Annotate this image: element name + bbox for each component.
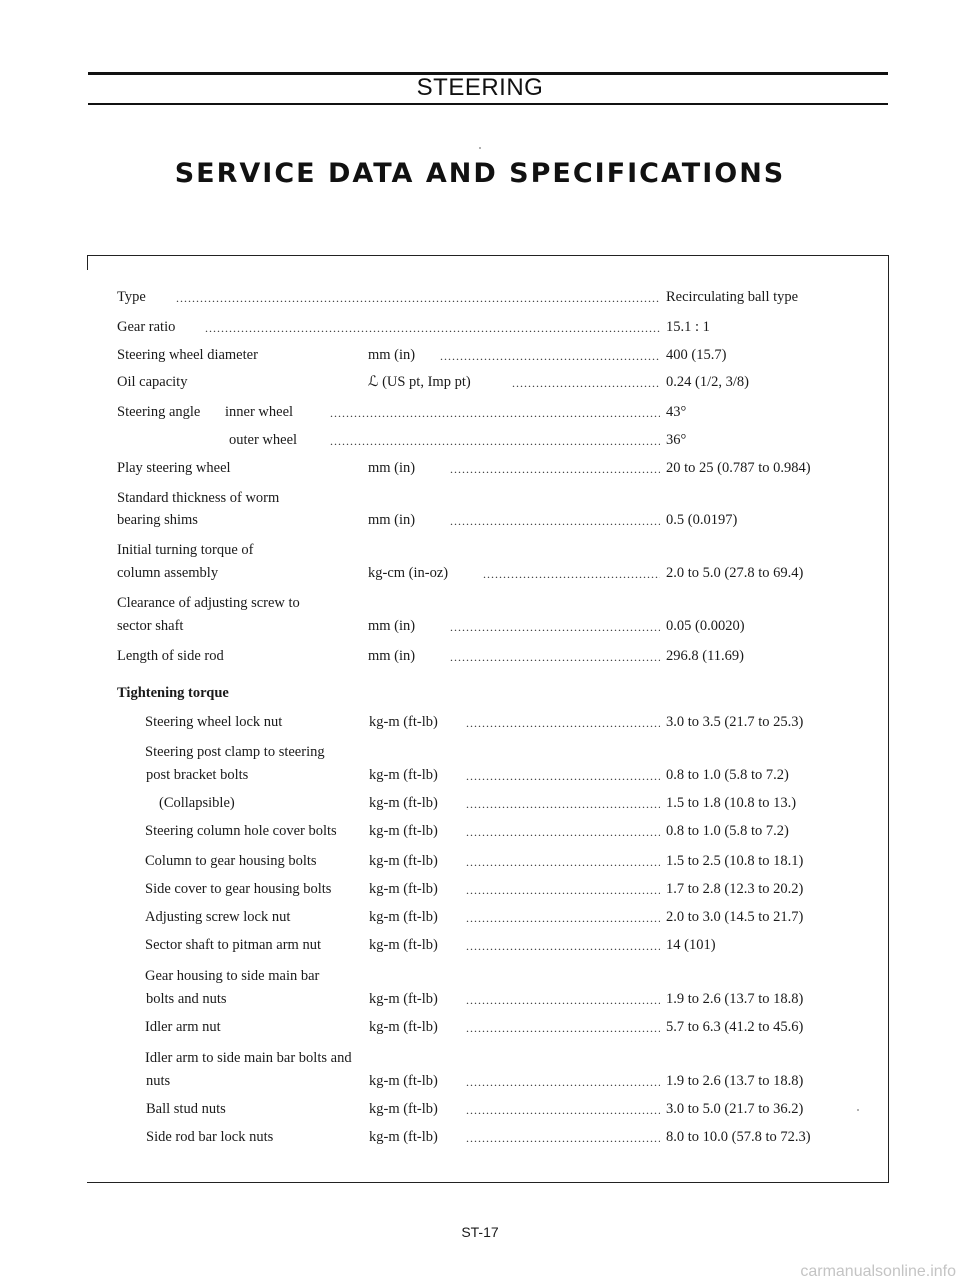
torque-value: 1.7 to 2.8 (12.3 to 20.2): [666, 881, 804, 897]
spec-unit: kg-cm (in-oz): [368, 565, 449, 581]
spec-label: Steering angle: [117, 404, 201, 420]
spec-unit: mm (in): [368, 618, 416, 634]
spec-row-gear-ratio: [0, 317, 960, 337]
leader-dots: [330, 402, 660, 422]
torque-unit: kg-m (ft-lb): [369, 823, 438, 839]
torque-unit: kg-m (ft-lb): [369, 1101, 438, 1117]
torque-label: Steering wheel lock nut: [145, 714, 283, 730]
spec-label-line: [0, 593, 960, 613]
torque-row: [0, 1127, 960, 1147]
spec-unit: ℒ (US pt, Imp pt): [368, 374, 471, 390]
torque-value: 14 (101): [666, 937, 716, 953]
leader-dots: [176, 287, 660, 307]
torque-label: Column to gear housing bolts: [145, 853, 317, 869]
torque-label-line: [0, 1048, 960, 1068]
spec-row-wheel-diameter: [0, 345, 960, 365]
torque-row: [0, 1017, 960, 1037]
torque-label: Ball stud nuts: [146, 1101, 226, 1117]
tightening-heading: Tightening torque: [117, 685, 229, 701]
spec-value: Recirculating ball type: [666, 289, 799, 305]
spec-value: 400 (15.7): [666, 347, 727, 363]
spec-label: Oil capacity: [117, 374, 188, 390]
spec-label: column assembly: [117, 565, 219, 581]
spec-value: 36°: [666, 432, 687, 448]
torque-value: 0.8 to 1.0 (5.8 to 7.2): [666, 823, 789, 839]
torque-value: 1.9 to 2.6 (13.7 to 18.8): [666, 1073, 804, 1089]
spec-label: sector shaft: [117, 618, 184, 634]
spec-label: Clearance of adjusting screw to: [117, 595, 300, 611]
spec-unit: mm (in): [368, 460, 416, 476]
torque-value: 5.7 to 6.3 (41.2 to 45.6): [666, 1019, 804, 1035]
spec-label: Type: [117, 289, 146, 305]
leader-dots: [205, 317, 660, 337]
torque-unit: kg-m (ft-lb): [369, 881, 438, 897]
spec-unit: mm (in): [368, 512, 416, 528]
spec-label: Standard thickness of worm: [117, 490, 280, 506]
torque-value: 1.5 to 2.5 (10.8 to 18.1): [666, 853, 804, 869]
torque-unit: kg-m (ft-lb): [369, 991, 438, 1007]
torque-value: 3.0 to 3.5 (21.7 to 25.3): [666, 714, 804, 730]
spec-value: 0.5 (0.0197): [666, 512, 738, 528]
torque-row: [0, 793, 960, 813]
torque-label: Gear housing to side main bar: [145, 968, 320, 984]
torque-unit: kg-m (ft-lb): [369, 1073, 438, 1089]
spec-value: 0.05 (0.0020): [666, 618, 745, 634]
leader-dots: [440, 345, 660, 365]
leader-dots: [512, 372, 660, 392]
page-title: SERVICE DATA AND SPECIFICATIONS: [174, 158, 786, 189]
spec-row-turning-torque: [0, 563, 960, 583]
leader-dots: [450, 458, 660, 478]
spec-unit: mm (in): [368, 648, 416, 664]
torque-row: [0, 821, 960, 841]
spec-row-worm-shims: [0, 510, 960, 530]
leader-dots: [466, 879, 660, 899]
leader-dots: [466, 851, 660, 871]
leader-dots: [450, 616, 660, 636]
spec-label: Length of side rod: [117, 648, 224, 664]
torque-label: Idler arm nut: [145, 1019, 221, 1035]
torque-label: post bracket bolts: [146, 767, 249, 783]
spec-value: 2.0 to 5.0 (27.8 to 69.4): [666, 565, 804, 581]
leader-dots: [330, 430, 660, 450]
spec-row-adjusting-clearance: [0, 616, 960, 636]
spec-label: Steering wheel diameter: [117, 347, 258, 363]
torque-label: Side rod bar lock nuts: [146, 1129, 274, 1145]
torque-row: [0, 1071, 960, 1091]
torque-label: (Collapsible): [159, 795, 235, 811]
spec-row-steering-angle-outer: [0, 430, 960, 450]
leader-dots: [466, 989, 660, 1009]
torque-row: [0, 935, 960, 955]
torque-value: 1.9 to 2.6 (13.7 to 18.8): [666, 991, 804, 1007]
torque-label-line: [0, 966, 960, 986]
torque-label: Adjusting screw lock nut: [145, 909, 291, 925]
torque-value: 1.5 to 1.8 (10.8 to 13.): [666, 795, 797, 811]
leader-dots: [466, 1099, 660, 1119]
torque-label: Steering column hole cover bolts: [145, 823, 337, 839]
torque-label: Idler arm to side main bar bolts and: [145, 1050, 352, 1066]
leader-dots: [466, 1017, 660, 1037]
torque-unit: kg-m (ft-lb): [369, 937, 438, 953]
torque-label: nuts: [146, 1073, 171, 1089]
scan-speck: [479, 147, 481, 149]
header-rule-bottom: [88, 103, 888, 105]
torque-unit: kg-m (ft-lb): [369, 853, 438, 869]
leader-dots: [466, 1071, 660, 1091]
scan-speck: [857, 1109, 859, 1111]
spec-value: 43°: [666, 404, 687, 420]
spec-value: 0.24 (1/2, 3/8): [666, 374, 749, 390]
torque-unit: kg-m (ft-lb): [369, 767, 438, 783]
torque-row: [0, 907, 960, 927]
spec-value: 296.8 (11.69): [666, 648, 744, 664]
torque-row: [0, 1099, 960, 1119]
torque-row: [0, 712, 960, 732]
torque-row: [0, 879, 960, 899]
leader-dots: [450, 510, 660, 530]
spec-sub-label: inner wheel: [225, 404, 294, 420]
spec-value: 20 to 25 (0.787 to 0.984): [666, 460, 811, 476]
spec-label-line: [0, 540, 960, 560]
torque-row: [0, 989, 960, 1009]
torque-value: 3.0 to 5.0 (21.7 to 36.2): [666, 1101, 804, 1117]
torque-row: [0, 765, 960, 785]
torque-unit: kg-m (ft-lb): [369, 909, 438, 925]
torque-label-line: [0, 742, 960, 762]
leader-dots: [466, 793, 660, 813]
spec-row-steering-angle-inner: [0, 402, 960, 422]
torque-row: [0, 851, 960, 871]
spec-row-type: [0, 287, 960, 307]
spec-label-line: [0, 488, 960, 508]
torque-value: 2.0 to 3.0 (14.5 to 21.7): [666, 909, 804, 925]
torque-unit: kg-m (ft-lb): [369, 795, 438, 811]
spec-row-side-rod-length: [0, 646, 960, 666]
spec-value: 15.1 : 1: [666, 319, 710, 335]
torque-label: Side cover to gear housing bolts: [145, 881, 332, 897]
torque-unit: kg-m (ft-lb): [369, 1019, 438, 1035]
torque-value: 0.8 to 1.0 (5.8 to 7.2): [666, 767, 789, 783]
leader-dots: [466, 712, 660, 732]
leader-dots: [466, 907, 660, 927]
leader-dots: [466, 821, 660, 841]
tightening-heading-row: [0, 683, 960, 703]
spec-row-play: [0, 458, 960, 478]
watermark-url: carmanualsonline.info: [800, 1263, 956, 1280]
torque-unit: kg-m (ft-lb): [369, 1129, 438, 1145]
spec-sub-label: outer wheel: [229, 432, 298, 448]
spec-row-oil-capacity: [0, 372, 960, 392]
torque-unit: kg-m (ft-lb): [369, 714, 438, 730]
leader-dots: [466, 765, 660, 785]
spec-label: bearing shims: [117, 512, 198, 528]
leader-dots: [450, 646, 660, 666]
torque-value: 8.0 to 10.0 (57.8 to 72.3): [666, 1129, 811, 1145]
spec-label: Play steering wheel: [117, 460, 231, 476]
torque-label: Sector shaft to pitman arm nut: [145, 937, 321, 953]
torque-label: Steering post clamp to steering: [145, 744, 325, 760]
spec-label: Gear ratio: [117, 319, 176, 335]
leader-dots: [466, 935, 660, 955]
spec-label: Initial turning torque of: [117, 542, 254, 558]
section-title: STEERING: [416, 74, 544, 101]
torque-label: bolts and nuts: [146, 991, 227, 1007]
spec-unit: mm (in): [368, 347, 416, 363]
page-number: ST-17: [461, 1224, 499, 1240]
leader-dots: [483, 563, 660, 583]
leader-dots: [466, 1127, 660, 1147]
